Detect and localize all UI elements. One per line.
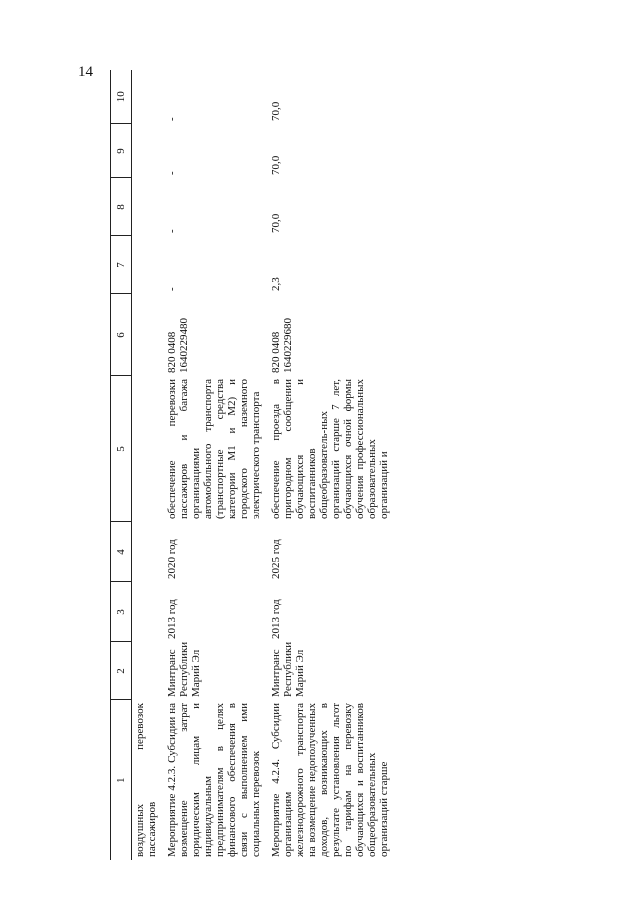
cell-value-9: 70,0 xyxy=(270,155,282,175)
col-header-2: 2 xyxy=(111,642,132,700)
col-header-10: 10 xyxy=(111,70,132,124)
cell-measure: воздушных перевозок пассажиров xyxy=(134,703,158,857)
col-header-5: 5 xyxy=(111,376,132,522)
measures-table xyxy=(110,70,394,860)
cell-code: 820 0408 1640229680 xyxy=(270,318,294,373)
rotated-table-sheet xyxy=(110,70,530,860)
cell-value-7: 2,3 xyxy=(270,277,282,291)
cell-result: обеспечение перевозки пассажиров и багажа организациями автомобильного транспорта (транспортные средства категории М1 и М2) и городского наземного электрического транспорта xyxy=(166,379,262,519)
page-number: 14 xyxy=(78,64,93,80)
col-header-1: 1 xyxy=(111,700,132,860)
header-row xyxy=(111,70,132,860)
table-row xyxy=(132,70,163,860)
cell-end: 2020 год xyxy=(166,539,178,579)
table-row xyxy=(266,70,394,860)
cell-value-7: - xyxy=(166,287,178,291)
cell-measure: Мероприятие 4.2.3. Субсидии на возмещение затрат юридическим лицам и индивидуальным предпринимателям в целях финансового обеспечения в связи с выполнением ими социальных перевозок xyxy=(166,703,262,857)
cell-end: 2025 год xyxy=(270,539,282,579)
cell-value-8: - xyxy=(166,229,178,233)
cell-value-10 xyxy=(132,70,163,124)
cell-executor: Минтранс Республики Марий Эл xyxy=(270,641,306,697)
col-header-9: 9 xyxy=(111,124,132,178)
cell-value-8: 70,0 xyxy=(270,213,282,233)
cell-value-8 xyxy=(132,178,163,236)
cell-measure: Мероприятие 4.2.4. Субсидии организациям железнодорожного транспорта на возмещение недополученных доходов, возникающих в результате установления льгот по тарифам на перевозку обучающихся и воспитанников общеобразовательных организаций старше xyxy=(270,703,390,857)
cell-executor: Минтранс Республики Марий Эл xyxy=(166,641,202,697)
cell-result: обеспечение проезда в пригородном сообщении обучающихся и воспитанников общеобразователь-ных организаций старше 7 лет, обучающихся очной формы обучения профессиональных образовательных организаций и xyxy=(270,379,390,519)
cell-code xyxy=(132,294,163,376)
cell-value-10: - xyxy=(166,117,178,121)
cell-executor xyxy=(132,642,163,700)
table-row xyxy=(162,70,266,860)
cell-code: 820 0408 1640229480 xyxy=(166,318,190,373)
cell-start: 2013 год xyxy=(166,599,178,639)
cell-value-9 xyxy=(132,124,163,178)
cell-start xyxy=(132,582,163,642)
cell-value-10: 70,0 xyxy=(270,101,282,121)
col-header-8: 8 xyxy=(111,178,132,236)
cell-end xyxy=(132,522,163,582)
cell-value-7 xyxy=(132,236,163,294)
cell-result xyxy=(132,376,163,522)
col-header-4: 4 xyxy=(111,522,132,582)
col-header-7: 7 xyxy=(111,236,132,294)
cell-start: 2013 год xyxy=(270,599,282,639)
col-header-3: 3 xyxy=(111,582,132,642)
col-header-6: 6 xyxy=(111,294,132,376)
cell-value-9: - xyxy=(166,171,178,175)
